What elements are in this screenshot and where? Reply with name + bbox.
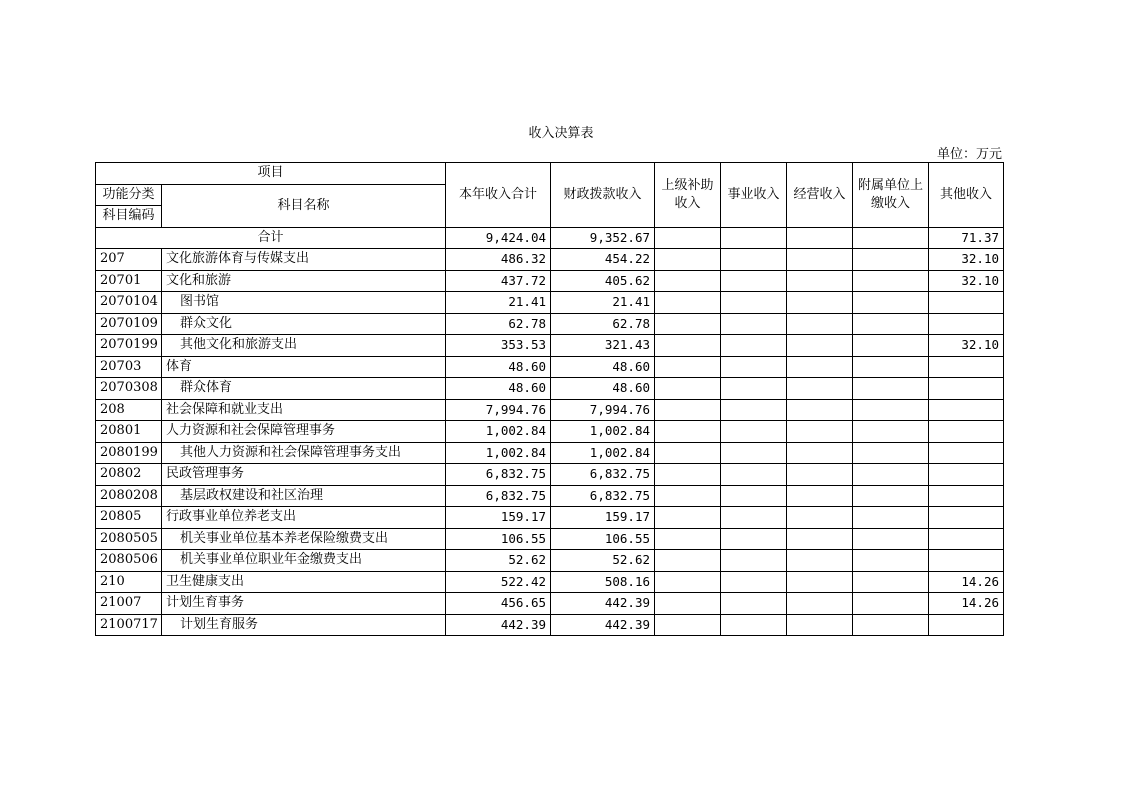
subject-code-cell: 2070199 [96, 335, 162, 357]
other-income-cell [929, 485, 1004, 507]
total-income-cell: 159.17 [446, 507, 551, 529]
subject-code-cell: 20802 [96, 464, 162, 486]
subject-name-cell: 计划生育事务 [162, 593, 446, 615]
operating-income-cell [787, 313, 853, 335]
table-row [96, 313, 1004, 335]
subject-code-cell: 2080199 [96, 442, 162, 464]
operating-income-cell [787, 442, 853, 464]
table-row [96, 614, 1004, 636]
affiliated-income-cell [853, 378, 929, 400]
total-income-cell: 62.78 [446, 313, 551, 335]
subject-name-cell: 群众体育 [162, 378, 446, 400]
header-superior: 上级补助收入 [655, 163, 721, 228]
header-operating: 经营收入 [787, 163, 853, 228]
business-income-cell [721, 249, 787, 271]
operating-income-cell [787, 485, 853, 507]
subject-name-cell: 体育 [162, 356, 446, 378]
superior-income-cell [655, 335, 721, 357]
business-income-cell [721, 399, 787, 421]
other-income-cell [929, 464, 1004, 486]
fiscal-income-cell: 48.60 [551, 378, 655, 400]
document-title: 收入决算表 [528, 126, 594, 141]
other-income-cell [929, 550, 1004, 572]
subject-code-cell: 21007 [96, 593, 162, 615]
header-func-class: 功能分类 [96, 184, 162, 206]
superior-income-cell [655, 614, 721, 636]
subject-code-cell: 2080208 [96, 485, 162, 507]
total-affiliated-cell [853, 227, 929, 249]
business-income-cell [721, 614, 787, 636]
subject-name-cell: 人力资源和社会保障管理事务 [162, 421, 446, 443]
fiscal-income-cell: 442.39 [551, 593, 655, 615]
header-affiliated: 附属单位上缴收入 [853, 163, 929, 228]
affiliated-income-cell [853, 614, 929, 636]
table-row [96, 292, 1004, 314]
affiliated-income-cell [853, 550, 929, 572]
table-row [96, 593, 1004, 615]
total-income-cell: 48.60 [446, 356, 551, 378]
business-income-cell [721, 270, 787, 292]
business-income-cell [721, 571, 787, 593]
affiliated-income-cell [853, 528, 929, 550]
total-income-cell: 48.60 [446, 378, 551, 400]
operating-income-cell [787, 528, 853, 550]
fiscal-income-cell: 7,994.76 [551, 399, 655, 421]
subject-code-cell: 20703 [96, 356, 162, 378]
superior-income-cell [655, 399, 721, 421]
superior-income-cell [655, 421, 721, 443]
superior-income-cell [655, 292, 721, 314]
subject-name-cell: 计划生育服务 [162, 614, 446, 636]
operating-income-cell [787, 292, 853, 314]
fiscal-income-cell: 1,002.84 [551, 421, 655, 443]
total-income-cell: 437.72 [446, 270, 551, 292]
unit-label: 单位：万元 [936, 147, 1002, 162]
affiliated-income-cell [853, 335, 929, 357]
subject-code-cell: 20805 [96, 507, 162, 529]
subject-name-cell: 文化和旅游 [162, 270, 446, 292]
subject-code-cell: 210 [96, 571, 162, 593]
affiliated-income-cell [853, 507, 929, 529]
fiscal-income-cell: 6,832.75 [551, 464, 655, 486]
subject-code-cell: 207 [96, 249, 162, 271]
subject-name-cell: 行政事业单位养老支出 [162, 507, 446, 529]
subject-name-cell: 社会保障和就业支出 [162, 399, 446, 421]
fiscal-income-cell: 405.62 [551, 270, 655, 292]
header-subject-name: 科目名称 [162, 184, 446, 227]
subject-code-cell: 2080505 [96, 528, 162, 550]
table-row [96, 507, 1004, 529]
subject-code-cell: 2080506 [96, 550, 162, 572]
other-income-cell [929, 313, 1004, 335]
superior-income-cell [655, 593, 721, 615]
fiscal-income-cell: 62.78 [551, 313, 655, 335]
superior-income-cell [655, 313, 721, 335]
operating-income-cell [787, 249, 853, 271]
superior-income-cell [655, 550, 721, 572]
other-income-cell [929, 356, 1004, 378]
business-income-cell [721, 335, 787, 357]
other-income-cell [929, 421, 1004, 443]
business-income-cell [721, 507, 787, 529]
total-income-cell: 442.39 [446, 614, 551, 636]
total-label: 合计 [96, 227, 446, 249]
total-other-cell: 71.37 [929, 227, 1004, 249]
business-income-cell [721, 378, 787, 400]
other-income-cell [929, 507, 1004, 529]
total-income-cell: 7,994.76 [446, 399, 551, 421]
superior-income-cell [655, 270, 721, 292]
table-row [96, 335, 1004, 357]
fiscal-income-cell: 321.43 [551, 335, 655, 357]
table-row [96, 249, 1004, 271]
header-fiscal: 财政拨款收入 [551, 163, 655, 228]
operating-income-cell [787, 571, 853, 593]
business-income-cell [721, 442, 787, 464]
affiliated-income-cell [853, 421, 929, 443]
operating-income-cell [787, 593, 853, 615]
affiliated-income-cell [853, 356, 929, 378]
operating-income-cell [787, 270, 853, 292]
business-income-cell [721, 528, 787, 550]
total-business-cell [721, 227, 787, 249]
business-income-cell [721, 313, 787, 335]
business-income-cell [721, 550, 787, 572]
subject-code-cell: 2070104 [96, 292, 162, 314]
table-row [96, 571, 1004, 593]
superior-income-cell [655, 249, 721, 271]
operating-income-cell [787, 356, 853, 378]
subject-name-cell: 民政管理事务 [162, 464, 446, 486]
fiscal-income-cell: 159.17 [551, 507, 655, 529]
subject-name-cell: 图书馆 [162, 292, 446, 314]
operating-income-cell [787, 614, 853, 636]
operating-income-cell [787, 464, 853, 486]
affiliated-income-cell [853, 485, 929, 507]
subject-code-cell: 2100717 [96, 614, 162, 636]
total-income-cell: 1,002.84 [446, 421, 551, 443]
other-income-cell [929, 442, 1004, 464]
header-business: 事业收入 [721, 163, 787, 228]
affiliated-income-cell [853, 442, 929, 464]
total-income-cell: 353.53 [446, 335, 551, 357]
operating-income-cell [787, 507, 853, 529]
table-row [96, 464, 1004, 486]
affiliated-income-cell [853, 593, 929, 615]
business-income-cell [721, 485, 787, 507]
subject-code-cell: 2070109 [96, 313, 162, 335]
other-income-cell [929, 399, 1004, 421]
affiliated-income-cell [853, 571, 929, 593]
header-other: 其他收入 [929, 163, 1004, 228]
other-income-cell [929, 528, 1004, 550]
other-income-cell [929, 614, 1004, 636]
table-row [96, 270, 1004, 292]
operating-income-cell [787, 421, 853, 443]
business-income-cell [721, 292, 787, 314]
fiscal-income-cell: 48.60 [551, 356, 655, 378]
fiscal-income-cell: 106.55 [551, 528, 655, 550]
subject-name-cell: 机关事业单位基本养老保险缴费支出 [162, 528, 446, 550]
subject-name-cell: 文化旅游体育与传媒支出 [162, 249, 446, 271]
table-row [96, 442, 1004, 464]
table-row [96, 528, 1004, 550]
total-income-cell: 21.41 [446, 292, 551, 314]
superior-income-cell [655, 464, 721, 486]
total-income-cell: 9,424.04 [446, 227, 551, 249]
table-row [96, 485, 1004, 507]
table-row [96, 356, 1004, 378]
subject-name-cell: 其他文化和旅游支出 [162, 335, 446, 357]
business-income-cell [721, 356, 787, 378]
total-income-cell: 6,832.75 [446, 464, 551, 486]
total-income-cell: 456.65 [446, 593, 551, 615]
table-row [96, 550, 1004, 572]
operating-income-cell [787, 378, 853, 400]
fiscal-income-cell: 508.16 [551, 571, 655, 593]
other-income-cell: 32.10 [929, 335, 1004, 357]
total-income-cell: 1,002.84 [446, 442, 551, 464]
superior-income-cell [655, 507, 721, 529]
total-income-cell: 522.42 [446, 571, 551, 593]
header-total: 本年收入合计 [446, 163, 551, 228]
subject-name-cell: 群众文化 [162, 313, 446, 335]
superior-income-cell [655, 378, 721, 400]
fiscal-income-cell: 442.39 [551, 614, 655, 636]
subject-name-cell: 机关事业单位职业年金缴费支出 [162, 550, 446, 572]
subject-name-cell: 其他人力资源和社会保障管理事务支出 [162, 442, 446, 464]
affiliated-income-cell [853, 313, 929, 335]
header-subject-code: 科目编码 [96, 206, 162, 228]
income-table [95, 162, 1004, 636]
subject-code-cell: 208 [96, 399, 162, 421]
total-operating-cell [787, 227, 853, 249]
operating-income-cell [787, 550, 853, 572]
business-income-cell [721, 464, 787, 486]
operating-income-cell [787, 335, 853, 357]
other-income-cell: 14.26 [929, 593, 1004, 615]
other-income-cell: 14.26 [929, 571, 1004, 593]
subject-name-cell: 卫生健康支出 [162, 571, 446, 593]
fiscal-income-cell: 1,002.84 [551, 442, 655, 464]
total-superior-cell [655, 227, 721, 249]
affiliated-income-cell [853, 270, 929, 292]
total-row [96, 227, 1004, 249]
other-income-cell [929, 292, 1004, 314]
fiscal-income-cell: 6,832.75 [551, 485, 655, 507]
subject-code-cell: 20801 [96, 421, 162, 443]
superior-income-cell [655, 571, 721, 593]
affiliated-income-cell [853, 399, 929, 421]
table-row [96, 421, 1004, 443]
total-income-cell: 6,832.75 [446, 485, 551, 507]
total-income-cell: 106.55 [446, 528, 551, 550]
header-project: 项目 [96, 163, 446, 185]
superior-income-cell [655, 356, 721, 378]
affiliated-income-cell [853, 249, 929, 271]
other-income-cell: 32.10 [929, 270, 1004, 292]
other-income-cell: 32.10 [929, 249, 1004, 271]
business-income-cell [721, 421, 787, 443]
fiscal-income-cell: 454.22 [551, 249, 655, 271]
superior-income-cell [655, 528, 721, 550]
other-income-cell [929, 378, 1004, 400]
table-row [96, 378, 1004, 400]
operating-income-cell [787, 399, 853, 421]
subject-code-cell: 2070308 [96, 378, 162, 400]
superior-income-cell [655, 485, 721, 507]
total-income-cell: 486.32 [446, 249, 551, 271]
total-income-cell: 52.62 [446, 550, 551, 572]
superior-income-cell [655, 442, 721, 464]
affiliated-income-cell [853, 464, 929, 486]
business-income-cell [721, 593, 787, 615]
total-fiscal-cell: 9,352.67 [551, 227, 655, 249]
affiliated-income-cell [853, 292, 929, 314]
subject-code-cell: 20701 [96, 270, 162, 292]
fiscal-income-cell: 52.62 [551, 550, 655, 572]
table-row [96, 399, 1004, 421]
fiscal-income-cell: 21.41 [551, 292, 655, 314]
subject-name-cell: 基层政权建设和社区治理 [162, 485, 446, 507]
